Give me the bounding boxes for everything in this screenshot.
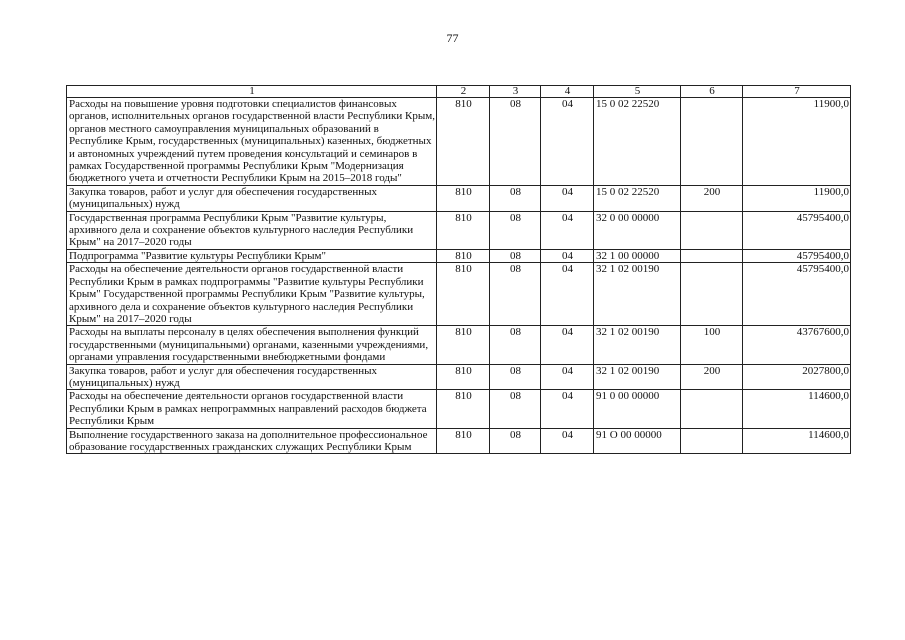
- table-row: [67, 263, 851, 326]
- budget-table: [66, 85, 851, 454]
- row-target: 91 О 00 00000: [594, 428, 681, 454]
- row-target: 32 1 00 00000: [594, 249, 681, 262]
- row-expense-type: [681, 390, 743, 428]
- row-section: 08: [490, 263, 541, 326]
- row-section: 08: [490, 428, 541, 454]
- row-amount: 43767600,0: [743, 326, 851, 364]
- row-ministry: 810: [437, 98, 490, 186]
- row-expense-type: [681, 428, 743, 454]
- row-ministry: 810: [437, 185, 490, 211]
- table-row: [67, 390, 851, 428]
- row-target: 32 0 00 00000: [594, 211, 681, 249]
- header-col-7: 7: [743, 86, 851, 98]
- header-col-3: 3: [490, 86, 541, 98]
- row-name: Расходы на повышение уровня подготовки специалистов финансовых органов, исполнительных органов государственной власти Республики Крым, органов местного самоуправления муниципальных образований в Республике Крым, государственных (муниципальных) казенных, бюджетных и автономных учреждений путем проведения консультаций и семинаров в рамках Государственной программы Республики Крым "Модернизация бюджетного учета и отчетности Республики Крым на 2015–2018 годы": [67, 98, 437, 186]
- row-subsection: 04: [541, 98, 594, 186]
- header-col-2: 2: [437, 86, 490, 98]
- row-expense-type: [681, 211, 743, 249]
- row-amount: 114600,0: [743, 428, 851, 454]
- row-amount: 11900,0: [743, 98, 851, 186]
- table-row: [67, 249, 851, 262]
- row-subsection: 04: [541, 364, 594, 390]
- row-target: 32 1 02 00190: [594, 263, 681, 326]
- row-section: 08: [490, 390, 541, 428]
- row-expense-type: [681, 98, 743, 186]
- table-row: [67, 185, 851, 211]
- row-amount: 45795400,0: [743, 263, 851, 326]
- row-ministry: 810: [437, 263, 490, 326]
- row-ministry: 810: [437, 249, 490, 262]
- table-row: [67, 211, 851, 249]
- header-row: [67, 86, 851, 98]
- row-target: 91 0 00 00000: [594, 390, 681, 428]
- row-subsection: 04: [541, 249, 594, 262]
- header-col-4: 4: [541, 86, 594, 98]
- row-section: 08: [490, 185, 541, 211]
- row-section: 08: [490, 249, 541, 262]
- row-amount: 11900,0: [743, 185, 851, 211]
- row-expense-type: [681, 263, 743, 326]
- row-expense-type: 200: [681, 364, 743, 390]
- page-number: 77: [446, 31, 459, 45]
- row-target: 32 1 02 00190: [594, 364, 681, 390]
- row-amount: 45795400,0: [743, 249, 851, 262]
- row-name: Закупка товаров, работ и услуг для обеспечения государственных (муниципальных) нужд: [67, 364, 437, 390]
- row-target: 32 1 02 00190: [594, 326, 681, 364]
- row-expense-type: 200: [681, 185, 743, 211]
- row-section: 08: [490, 211, 541, 249]
- row-name: Государственная программа Республики Крым "Развитие культуры, архивного дела и сохранение объектов культурного наследия Республики Крым" на 2017–2020 годы: [67, 211, 437, 249]
- row-section: 08: [490, 326, 541, 364]
- row-expense-type: 100: [681, 326, 743, 364]
- row-name: Выполнение государственного заказа на дополнительное профессиональное образование государственных гражданских служащих Республики Крым: [67, 428, 437, 454]
- row-subsection: 04: [541, 428, 594, 454]
- row-amount: 2027800,0: [743, 364, 851, 390]
- row-ministry: 810: [437, 428, 490, 454]
- row-ministry: 810: [437, 390, 490, 428]
- row-amount: 114600,0: [743, 390, 851, 428]
- table-row: [67, 326, 851, 364]
- row-name: Закупка товаров, работ и услуг для обеспечения государственных (муниципальных) нужд: [67, 185, 437, 211]
- row-ministry: 810: [437, 211, 490, 249]
- row-section: 08: [490, 364, 541, 390]
- row-target: 15 0 02 22520: [594, 98, 681, 186]
- row-name: Подпрограмма "Развитие культуры Республики Крым": [67, 249, 437, 262]
- row-subsection: 04: [541, 326, 594, 364]
- table-row: [67, 428, 851, 454]
- row-amount: 45795400,0: [743, 211, 851, 249]
- row-ministry: 810: [437, 364, 490, 390]
- row-name: Расходы на обеспечение деятельности органов государственной власти Республики Крым в рамках непрограммных направлений расходов бюджета Республики Крым: [67, 390, 437, 428]
- header-col-5: 5: [594, 86, 681, 98]
- row-expense-type: [681, 249, 743, 262]
- row-name: Расходы на обеспечение деятельности органов государственной власти Республики Крым в рамках подпрограммы "Развитие культуры Республики Крым" Государственной программы Республики Крым "Развитие культуры, архивного дела и сохранение объектов культурного наследия Республики Крым" на 2017–2020 годы: [67, 263, 437, 326]
- row-subsection: 04: [541, 390, 594, 428]
- row-name: Расходы на выплаты персоналу в целях обеспечения выполнения функций государственными (муниципальными) органами, казенными учреждениями, органами управления государственными внебюджетными фондами: [67, 326, 437, 364]
- row-subsection: 04: [541, 263, 594, 326]
- row-section: 08: [490, 98, 541, 186]
- header-col-1: 1: [67, 86, 437, 98]
- row-subsection: 04: [541, 211, 594, 249]
- table-row: [67, 98, 851, 186]
- row-target: 15 0 02 22520: [594, 185, 681, 211]
- row-subsection: 04: [541, 185, 594, 211]
- table-row: [67, 364, 851, 390]
- header-col-6: 6: [681, 86, 743, 98]
- row-ministry: 810: [437, 326, 490, 364]
